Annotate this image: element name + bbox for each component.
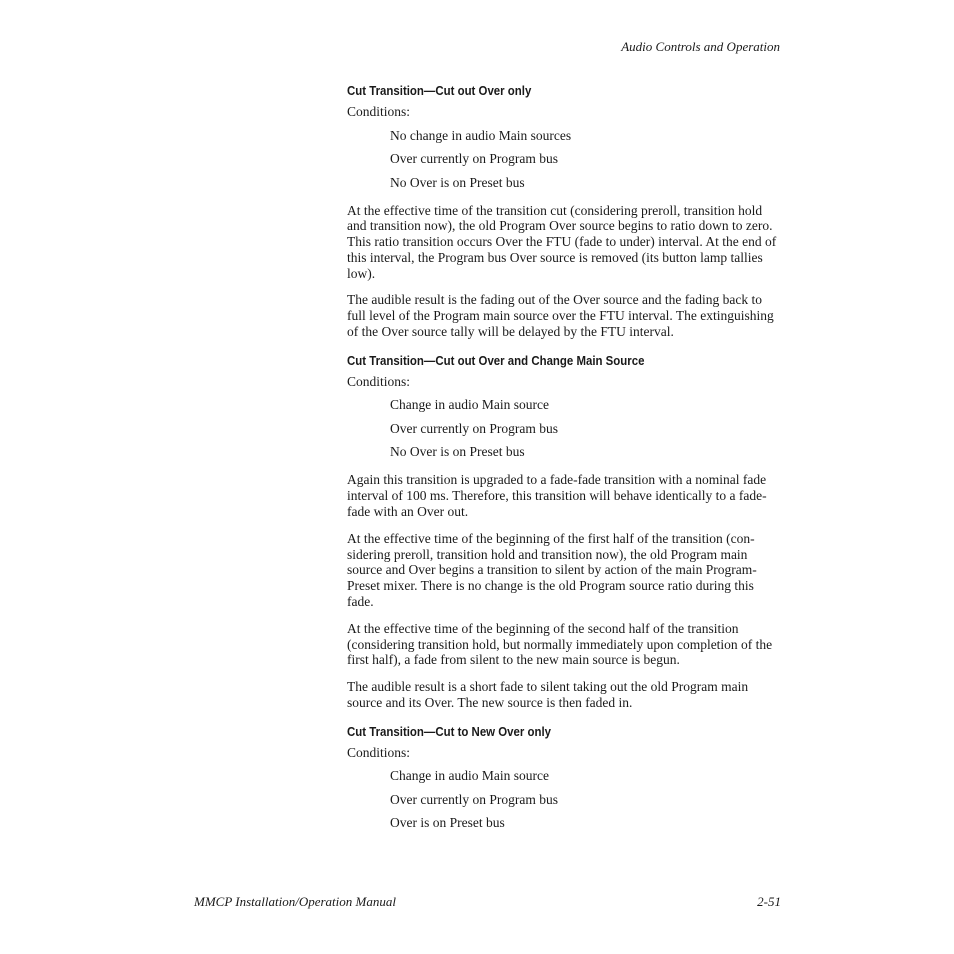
body-paragraph: The audible result is a short fade to silent taking out the old Program main source and its Over. The new source is then faded in.	[347, 679, 749, 710]
condition-item: Change in audio Main source	[390, 768, 549, 784]
conditions-label: Conditions:	[347, 744, 411, 760]
body-paragraph: At the effective time of the transition cut (considering preroll, transition hold and transition now), the old Program Over source begins to ratio down to zero. This ratio transition occurs Over the FTU (fade to under) interval. At the end of this interval, the Program bus Over source is removed (its button lamp tallies low).	[347, 202, 777, 281]
conditions-list	[347, 397, 782, 460]
body-paragraph: The audible result is the fading out of the Over source and the fading back to full level of the Program main source over the FTU interval. The extinguishing of the Over source tally will be delayed by the FTU interval.	[347, 292, 774, 340]
section-cut-to-new-over-only	[347, 723, 782, 832]
section-heading: Cut Transition—Cut out Over only	[347, 83, 532, 98]
condition-item: No Over is on Preset bus	[390, 444, 525, 460]
manual-title: MMCP Installation/Operation Manual	[194, 894, 396, 909]
body-paragraph: At the effective time of the beginning of the second half of the transition (considering transition hold, but normally immediately upon completion of the first half), a fade from silent to the new main source is begun.	[347, 620, 773, 668]
body-paragraph: Again this transition is upgraded to a fade-fade transition with a nominal fade interval of 100 ms. Therefore, this transition will behave identically to a fade-fade with an Over out.	[347, 472, 767, 519]
condition-item: Over currently on Program bus	[390, 151, 558, 166]
section-heading: Cut Transition—Cut out Over and Change Main Source	[347, 352, 645, 368]
section-heading: Cut Transition—Cut to New Over only	[347, 723, 552, 739]
running-header: Audio Controls and Operation	[621, 39, 780, 54]
page-body	[347, 82, 782, 831]
condition-item: Change in audio Main source	[390, 397, 549, 413]
conditions-label: Conditions:	[347, 104, 411, 119]
condition-item: No Over is on Preset bus	[390, 174, 525, 190]
section-cut-out-over-change-main	[347, 352, 782, 711]
conditions-list	[347, 768, 782, 831]
conditions-list	[347, 128, 782, 191]
condition-item: No change in audio Main sources	[390, 127, 572, 143]
condition-item: Over currently on Program bus	[390, 791, 558, 807]
condition-item: Over currently on Program bus	[390, 420, 558, 436]
section-cut-out-over-only	[347, 82, 782, 340]
page-number: 2-51	[757, 894, 781, 909]
condition-item: Over is on Preset bus	[390, 815, 505, 831]
conditions-label: Conditions:	[347, 373, 411, 389]
body-paragraph: At the effective time of the beginning of the first half of the transition (considering preroll, transition hold and transition now), the old Program main source and Over begins a transition to silent by action of the main Program-Preset mixer. There is no change is the old Program source ratio during this fade.	[347, 530, 757, 609]
